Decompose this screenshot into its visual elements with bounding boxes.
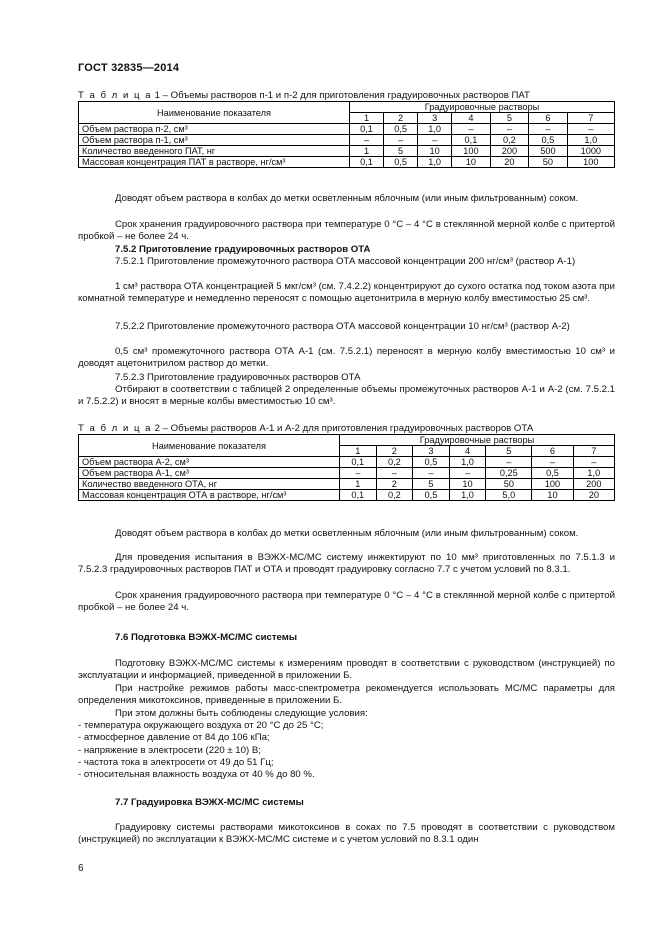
table-row — [79, 490, 615, 501]
paragraph-top-up-2: Доводят объем раствора в колбах до метки осветленным яблочным (или иным фильтрованным) соком. — [115, 528, 579, 539]
table-cell: – — [567, 124, 614, 135]
row-label: Объем раствора А-2, см³ — [79, 457, 340, 468]
table-cell: 5 — [413, 479, 450, 490]
condition-item: - температура окружающего воздуха от 20 °С до 25 °С; — [78, 720, 324, 731]
table-cell: 0,5 — [384, 124, 418, 135]
table-row — [79, 135, 615, 146]
table-cell: 0,5 — [413, 457, 450, 468]
table-cell: 1,0 — [418, 124, 452, 135]
table-2 — [78, 434, 615, 501]
table-cell: 0,5 — [413, 490, 450, 501]
row-label: Объем раствора п-2, см³ — [79, 124, 350, 135]
section-7-5-2-1: 7.5.2.1 Приготовление промежуточного раствора ОТА массовой концентрации 200 нг/см³ (раствор А-1) — [115, 256, 576, 267]
table1-col-header-name: Наименование показателя — [79, 102, 350, 124]
section-7-5-2-3-body: Отбирают в соответствии с таблицей 2 определенные объемы промежуточных растворов А-1 и А-2 (см. 7.5.2.1 и 7.5.2.2) и вносят в мерные колбы вместимостью 10 см³. — [78, 384, 615, 408]
row-label: Количество введенного ОТА, нг — [79, 479, 340, 490]
table1-caption-word: Т а б л и ц а — [78, 90, 152, 101]
table-cell: 20 — [490, 157, 528, 168]
section-7-6-title: 7.6 Подготовка ВЭЖХ-МС/МС системы — [115, 632, 298, 643]
table-cell: – — [449, 468, 486, 479]
table-row — [79, 146, 615, 157]
table2-col-number: 7 — [573, 446, 614, 457]
table-cell: 0,5 — [529, 135, 567, 146]
table-cell: – — [376, 468, 413, 479]
table2-col-number: 4 — [449, 446, 486, 457]
section-7-5-2-2: 7.5.2.2 Приготовление промежуточного раствора ОТА массовой концентрации 10 нг/см³ (раствор А-2) — [115, 321, 570, 332]
condition-item: - частота тока в электросети от 49 до 51 Гц; — [78, 756, 274, 768]
table-cell: 200 — [490, 146, 528, 157]
table1-col-number: 4 — [452, 113, 490, 124]
paragraph-top-up-1: Доводят объем раствора в колбах до метки осветленным яблочным (или иным фильтрованным) соком. — [115, 193, 579, 204]
paragraph-storage-1: Срок хранения градуировочного раствора при температуре 0 °С – 4 °С в стеклянной мерной колбе с притертой пробкой – не более 24 ч. — [78, 219, 615, 243]
table-cell: – — [452, 124, 490, 135]
row-label: Массовая концентрация ПАТ в растворе, нг/см³ — [79, 157, 350, 168]
section-7-5-2-3: 7.5.2.3 Приготовление градуировочных растворов ОТА — [115, 372, 361, 383]
table-cell: 2 — [376, 479, 413, 490]
condition-item: - напряжение в электросети (220 ± 10) В; — [78, 744, 261, 756]
table-row — [79, 124, 615, 135]
table-cell: – — [532, 457, 573, 468]
row-label: Количество введенного ПАТ, нг — [79, 146, 350, 157]
table-cell: – — [340, 468, 377, 479]
row-label: Массовая концентрация ОТА в растворе, нг/см³ — [79, 490, 340, 501]
table1-col-number: 3 — [418, 113, 452, 124]
row-label: Объем раствора А-1, см³ — [79, 468, 340, 479]
table-cell: 1,0 — [449, 457, 486, 468]
table-cell: 20 — [573, 490, 614, 501]
table-cell: – — [413, 468, 450, 479]
section-7-5-2-title: 7.5.2 Приготовление градуировочных растворов ОТА — [115, 244, 371, 255]
table2-col-number: 3 — [413, 446, 450, 457]
table2-col-number: 6 — [532, 446, 573, 457]
table2-caption-word: Т а б л и ц а — [78, 423, 152, 434]
table-cell: 50 — [529, 157, 567, 168]
section-7-6-p2: При настройке режимов работы масс-спектрометра рекомендуется использовать МС/МС параметры для определения микотоксинов, приведенные в приложении Б. — [78, 683, 615, 707]
table-cell: 100 — [567, 157, 614, 168]
table2-col-number: 2 — [376, 446, 413, 457]
table-cell: 0,25 — [486, 468, 532, 479]
table-cell: 0,1 — [340, 457, 377, 468]
section-7-7-p1: Градуировку системы растворами микотоксинов в соках по 7.5 проводят в соответствии с руководством (инструкцией) по эксплуатации к ВЭЖХ-МС/МС системе и с учетом условий по 8.3.1 один — [78, 822, 615, 846]
table-cell: – — [384, 135, 418, 146]
table-cell: 1,0 — [418, 157, 452, 168]
table-row — [79, 468, 615, 479]
table1-col-number: 6 — [529, 113, 567, 124]
table-cell: – — [529, 124, 567, 135]
table-cell: 1000 — [567, 146, 614, 157]
table-row — [79, 479, 615, 490]
table-cell: 10 — [449, 479, 486, 490]
table-row — [79, 457, 615, 468]
table-cell: – — [573, 457, 614, 468]
table1-col-number: 7 — [567, 113, 614, 124]
table-cell: 1 — [340, 479, 377, 490]
table2-col-number: 1 — [340, 446, 377, 457]
table1-col-group: Градуировочные растворы — [350, 102, 615, 113]
table2-col-number: 5 — [486, 446, 532, 457]
section-7-6-p1: Подготовку ВЭЖХ-МС/МС системы к измерениям проводят в соответствии с руководством (инструкцией) по эксплуатации и информацией, приведенной в приложении Б. — [78, 658, 615, 682]
table-cell: 5,0 — [486, 490, 532, 501]
table-cell: 10 — [532, 490, 573, 501]
table2-col-header-name: Наименование показателя — [79, 435, 340, 457]
table-cell: 50 — [486, 479, 532, 490]
table-cell: – — [418, 135, 452, 146]
table-cell: – — [350, 135, 384, 146]
table2-caption-text: 2 – Объемы растворов А-1 и А-2 для приготовления градуировочных растворов ОТА — [154, 423, 534, 434]
condition-item: - атмосферное давление от 84 до 106 кПа; — [78, 732, 270, 744]
table-cell: 0,1 — [340, 490, 377, 501]
table-cell: 500 — [529, 146, 567, 157]
section-7-6-p3: При этом должны быть соблюдены следующие условия: — [115, 708, 368, 719]
table1-col-number: 2 — [384, 113, 418, 124]
table-cell: 0,1 — [452, 135, 490, 146]
table-cell: 10 — [418, 146, 452, 157]
table-cell: 100 — [452, 146, 490, 157]
table-cell: 1,0 — [567, 135, 614, 146]
table-cell: 0,1 — [350, 157, 384, 168]
document-header: ГОСТ 32835—2014 — [78, 62, 180, 74]
row-label: Объем раствора п-1, см³ — [79, 135, 350, 146]
table2-col-group: Градуировочные растворы — [340, 435, 615, 446]
table-cell: 200 — [573, 479, 614, 490]
table-cell: 0,2 — [376, 490, 413, 501]
page-number: 6 — [78, 863, 84, 874]
table-cell: 0,2 — [490, 135, 528, 146]
table-cell: – — [490, 124, 528, 135]
section-7-5-2-2-body: 0,5 см³ промежуточного раствора ОТА А-1 (см. 7.5.2.1) переносят в мерную колбу вместимостью 10 см³ и доводят ацетонитрилом раствор до метки. — [78, 346, 615, 370]
table-cell: 5 — [384, 146, 418, 157]
paragraph-injection: Для проведения испытания в ВЭЖХ-МС/МС систему инжектируют по 10 мм³ приготовленных по 7.5.1.3 и 7.5.2.3 градуировочных растворов ПАТ и ОТА и проводят градуировку согласно 7.7 с учетом условий по 8.3.1. — [78, 552, 615, 576]
table-cell: 0,5 — [384, 157, 418, 168]
conditions-list — [78, 720, 615, 781]
table-row — [79, 157, 615, 168]
condition-item: - относительная влажность воздуха от 40 % до 80 %. — [78, 769, 315, 781]
table1-col-number: 5 — [490, 113, 528, 124]
section-7-7-title: 7.7 Градуировка ВЭЖХ-МС/МС системы — [115, 797, 304, 808]
table-cell: 100 — [532, 479, 573, 490]
table-cell: 10 — [452, 157, 490, 168]
table-cell: 0,2 — [376, 457, 413, 468]
table-1 — [78, 101, 615, 168]
paragraph-storage-2: Срок хранения градуировочного раствора при температуре 0 °С – 4 °С в стеклянной мерной колбе с притертой пробкой – не более 24 ч. — [78, 590, 615, 614]
table-cell: – — [486, 457, 532, 468]
table-cell: 1,0 — [449, 490, 486, 501]
table-cell: 1 — [350, 146, 384, 157]
table1-col-number: 1 — [350, 113, 384, 124]
section-7-5-2-1-body: 1 см³ раствора ОТА концентрацией 5 мкг/см³ (см. 7.4.2.2) концентрируют до сухого остатка под током азота при комнатной температуре и немедленно переносят с помощью ацетонитрила в мерную колбу вместимостью 25 см³. — [78, 281, 615, 305]
table1-caption-text: 1 – Объемы растворов п-1 и п-2 для приготовления градуировочных растворов ПАТ — [154, 90, 530, 101]
table-cell: 1,0 — [573, 468, 614, 479]
table-cell: 0,1 — [350, 124, 384, 135]
table-cell: 0,5 — [532, 468, 573, 479]
